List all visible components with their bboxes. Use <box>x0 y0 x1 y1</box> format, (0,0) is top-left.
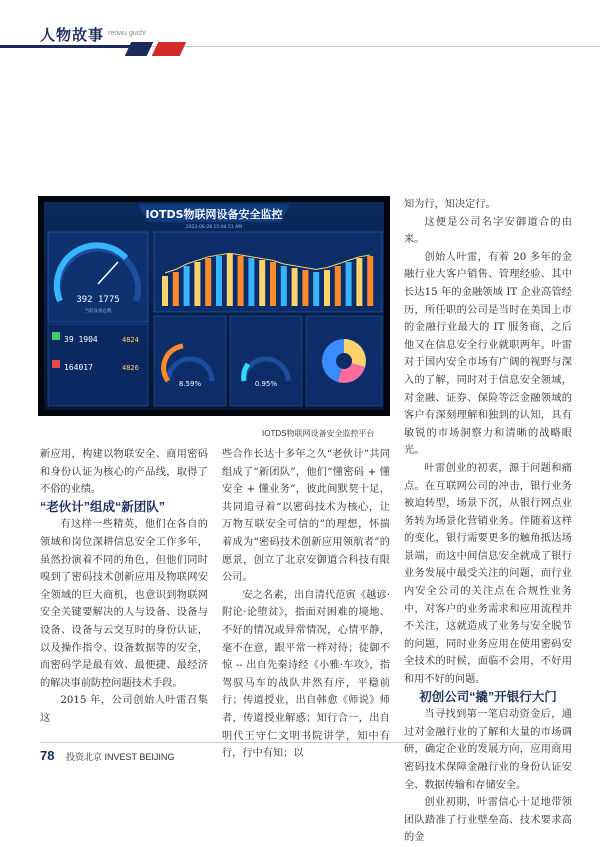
photo-caption: IOTDS物联网设备安全监控平台 <box>262 429 375 438</box>
screen-bar <box>162 276 168 306</box>
monitor-photo <box>38 196 390 416</box>
paragraph: 有这样一些精英，他们在各自的领域和岗位深耕信息安全工作多年，虽然扮演着不同的角色，但他们同时嗅到了密码技术创新应用及物联网安全领域的巨大商机，也意识到物联网安全关键要解决的人与设备、设备与设备、设备与云交互时的身份认证，以及操作指令、设备数据等的安全，而密码学是最有效、最便捷、最经济的解决事前防控问题技术手段。 <box>40 519 208 689</box>
stat-a: 39 1904 <box>64 335 98 344</box>
header-thin-rule <box>150 46 600 47</box>
section-heading: “老伙计”组成“新团队” <box>40 499 166 514</box>
paragraph: 安之名素，出自清代范寅《越谚·附论·论堕贫》，指面对困难的境地、不好的情况或异常情况，心情平静，毫不在意，跟平常一样对待；徒御不惊 -- 出自先秦诗经《小雅·车攻》，指驾驭马车的战队井然有序，平稳前行；传道授业，出自韩愈《师说》师者，传道授业解惑；知行合一，出自明代王守仁文明书院讲学，知中有行，行中有知；以 <box>222 589 390 760</box>
screen-bar <box>205 258 211 306</box>
paragraph: 2015 年，公司创始人叶雷召集这 <box>40 695 208 724</box>
paragraph: 些合作长达十多年之久“老伙计”共同组成了“新团队”，他们“懂密码 + 懂安全 + 懂业务”，彼此间默契十足，共同追寻着“以密码技术为核心，让万物互联安全可信的”的理想，怀揣着成为“密码技术创新应用领航者”的愿景，创立了北京安御道合科技有限公司。 <box>222 449 390 584</box>
text-column-3 <box>404 196 572 847</box>
footer-rule <box>40 742 560 743</box>
screen-bar <box>356 258 362 306</box>
header-red-block <box>152 42 187 56</box>
stat-c: 164017 <box>64 363 93 372</box>
paragraph: 叶雷创业的初衷，源于问题和痛点。在互联网公司的冲击，银行业务被迫转型，场景下沉，从银行网点业务转为场景化营销业务。伴随着这样的变化，银行需要更多的触角抵达场景端，而这中间信息安全就成了银行业务发展中最受关注的问题，而行业内安全公司的关注点在合规性业务中，对客户的业务需求和应用流程并不关注，这就造成了业务与安全脱节的问题，同时业务应用在使用密码安全技术的时候，面临不会用，不好用和用不好的问题。 <box>404 462 572 686</box>
screen-bar <box>281 266 287 306</box>
screen-bar <box>313 272 319 306</box>
screen-bar <box>302 270 308 306</box>
screen-bar <box>238 256 244 306</box>
paragraph: 这便是公司名字安御道合的由来。 <box>404 216 572 246</box>
screen-bar <box>216 256 222 306</box>
paragraph: 当寻找到第一笔启动资金后，通过对金融行业的了解和大量的市场调研，确定企业的发展方向，应用商用密码技术保障金融行业的身份认证安全、数据传输和存储安全。 <box>404 709 572 791</box>
gauge-small-1: 8.59% <box>178 380 202 388</box>
paragraph: 新应用，构建以物联安全、商用密码和身份认证为核心的产品线，取得了不俗的业绩。 <box>40 449 208 496</box>
screen-bar <box>335 266 341 306</box>
screen-bar <box>184 266 190 306</box>
screen-bar <box>270 262 276 306</box>
section-subtitle: renwu gushi <box>108 30 146 37</box>
monitor-screen-graphic <box>38 196 390 416</box>
screen-bar <box>367 256 373 306</box>
screen-bar <box>292 268 298 306</box>
screen-datetime: 2022-06-28 15:04:51 AM <box>185 225 243 230</box>
gauge-small-2: 0.95% <box>254 380 278 388</box>
text-column-1 <box>40 446 208 728</box>
gauge-big-label: 当前设备总数 <box>84 309 112 314</box>
text-column-2 <box>222 446 390 763</box>
paragraph: 创始人叶雷，有着 20 多年的金融行业大客户销售、管理经验、其中长达15 年的金融领域 IT 企业高管经历，所任职的公司是当时在美国上市的金融行业最大的 IT 服务商，之后他又在信息安全行业就职两年。叶雷对于国内安全市场有广阔的视野与深入的了解，同时对于信息安全领域，对金融、证券、保险等泛金融领域的客户有深刻理解和独到的认知，具有敏锐的市场洞察力和清晰的战略眼光。 <box>404 251 572 457</box>
screen-bar <box>227 254 233 306</box>
screen-bar <box>324 270 330 306</box>
gauge-big-value: 392 1775 <box>76 295 120 305</box>
screen-bar <box>346 262 352 306</box>
screen-bar <box>173 272 179 306</box>
paragraph: 创业初期，叶雷信心十足地带领团队踏准了行业壁垒高、技术要求高的金 <box>404 797 572 844</box>
page-number: 78 <box>40 748 55 763</box>
stat-d: 4826 <box>122 364 139 372</box>
screen-bar <box>194 262 200 306</box>
stat-b: 4824 <box>122 336 139 344</box>
screen-bar <box>259 260 265 306</box>
screen-bar <box>248 258 254 306</box>
section-title: 人物故事 <box>40 26 105 44</box>
magazine-name: 投资北京 INVEST BEIJING <box>66 752 175 762</box>
screen-title: IOTDS物联网设备安全监控 <box>145 208 283 221</box>
paragraph: 知为行，知决定行。 <box>404 199 496 210</box>
header-blue-block <box>125 42 154 56</box>
section-heading: 初创公司“撬”开银行大门 <box>419 689 557 704</box>
